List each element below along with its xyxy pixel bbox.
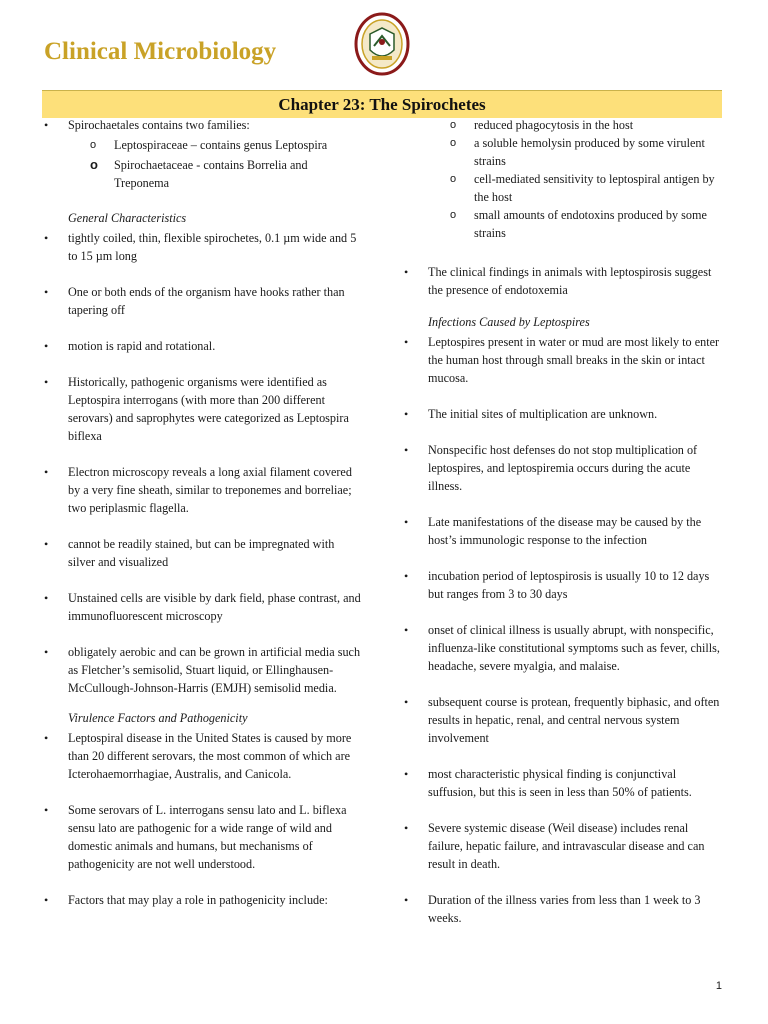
list-item: • Historically, pathogenic organisms were identified as Leptospira interrogans (with more than 200 different serovars) and saprophytes were categorized as Leptospira biflexa [44,373,364,445]
list-item: • obligately aerobic and can be grown in artificial media such as Fletcher’s semisolid, Stuart liquid, or Ellinghausen-McCullough-Johnson-Harris (EMJH) semisolid media. [44,643,364,697]
list-item: • Leptospires present in water or mud are most likely to enter the human host through small breaks in the skin or intact mucosa. [404,333,724,387]
sub-list-item: o small amounts of endotoxins produced by some strains [404,206,724,242]
section-heading-general: General Characteristics [68,211,187,225]
list-item: • Unstained cells are visible by dark field, phase contrast, and immunofluorescent microscopy [44,589,364,625]
list-item: • The clinical findings in animals with leptospirosis suggest the presence of endotoxemia [404,263,724,299]
list-item: • most characteristic physical finding is conjunctival suffusion, but this is seen in less than 50% of patients. [404,765,724,801]
list-item: • onset of clinical illness is usually abrupt, with nonspecific, influenza-like constitutional symptoms such as fever, chills, headache, severe myalgia, and malaise. [404,621,724,675]
sub-list-item: o cell-mediated sensitivity to leptospiral antigen by the host [404,170,724,206]
list-item: • The initial sites of multiplication are unknown. [404,405,724,423]
page-number: 1 [715,980,722,992]
document-title: Clinical Microbiology [44,38,277,65]
sub-list-item: o a soluble hemolysin produced by some virulent strains [404,134,724,170]
section-heading-infections: Infections Caused by Leptospires [428,315,590,329]
list-item: • Factors that may play a role in pathogenicity include: [44,891,364,909]
list-item: • subsequent course is protean, frequently biphasic, and often results in hepatic, renal, and central nervous system involvement [404,693,724,747]
list-item: • One or both ends of the organism have hooks rather than tapering off [44,283,364,319]
list-item: • Late manifestations of the disease may be caused by the host’s immunologic response to the infection [404,513,724,549]
left-column [44,116,364,909]
sub-list-item: o reduced phagocytosis in the host [404,116,724,134]
list-item: • motion is rapid and rotational. [44,337,364,355]
right-column [404,116,724,927]
chapter-title: Chapter 23: The Spirochetes [278,94,486,114]
section-heading-virulence: Virulence Factors and Pathogenicity [68,711,248,725]
sub-list-item: o Leptospiraceae – contains genus Leptospira [44,136,364,154]
list-item: • Leptospiral disease in the United States is caused by more than 20 different serovars, the most common of which are Icterohaemorrhagiae, Australis, and Canicola. [44,729,364,783]
list-item: • Severe systemic disease (Weil disease) includes renal failure, hepatic failure, and intravascular disease and can result in death. [404,819,724,873]
list-item: • Spirochaetales contains two families: [44,116,364,134]
list-item: • Nonspecific host defenses do not stop multiplication of leptospires, and leptospiremia occurs during the acute illness. [404,441,724,495]
sub-list-item: o Spirochaetaceae - contains Borrelia and Treponema [44,156,364,192]
list-item: • Electron microscopy reveals a long axial filament covered by a very fine sheath, similar to treponemes and borreliae; two periplasmic flagella. [44,463,364,517]
list-item: • cannot be readily stained, but can be impregnated with silver and visualized [44,535,364,571]
chapter-title-bar [42,90,722,118]
college-seal-icon [354,12,410,76]
list-item: • tightly coiled, thin, flexible spirochetes, 0.1 µm wide and 5 to 15 µm long [44,229,364,265]
list-item: • Duration of the illness varies from less than 1 week to 3 weeks. [404,891,724,927]
list-item: • incubation period of leptospirosis is usually 10 to 12 days but ranges from 3 to 30 days [404,567,724,603]
list-item: • Some serovars of L. interrogans sensu lato and L. biflexa sensu lato are pathogenic for a wide range of wild and domestic animals and humans, but mechanisms of pathogenicity are not well understood. [44,801,364,873]
